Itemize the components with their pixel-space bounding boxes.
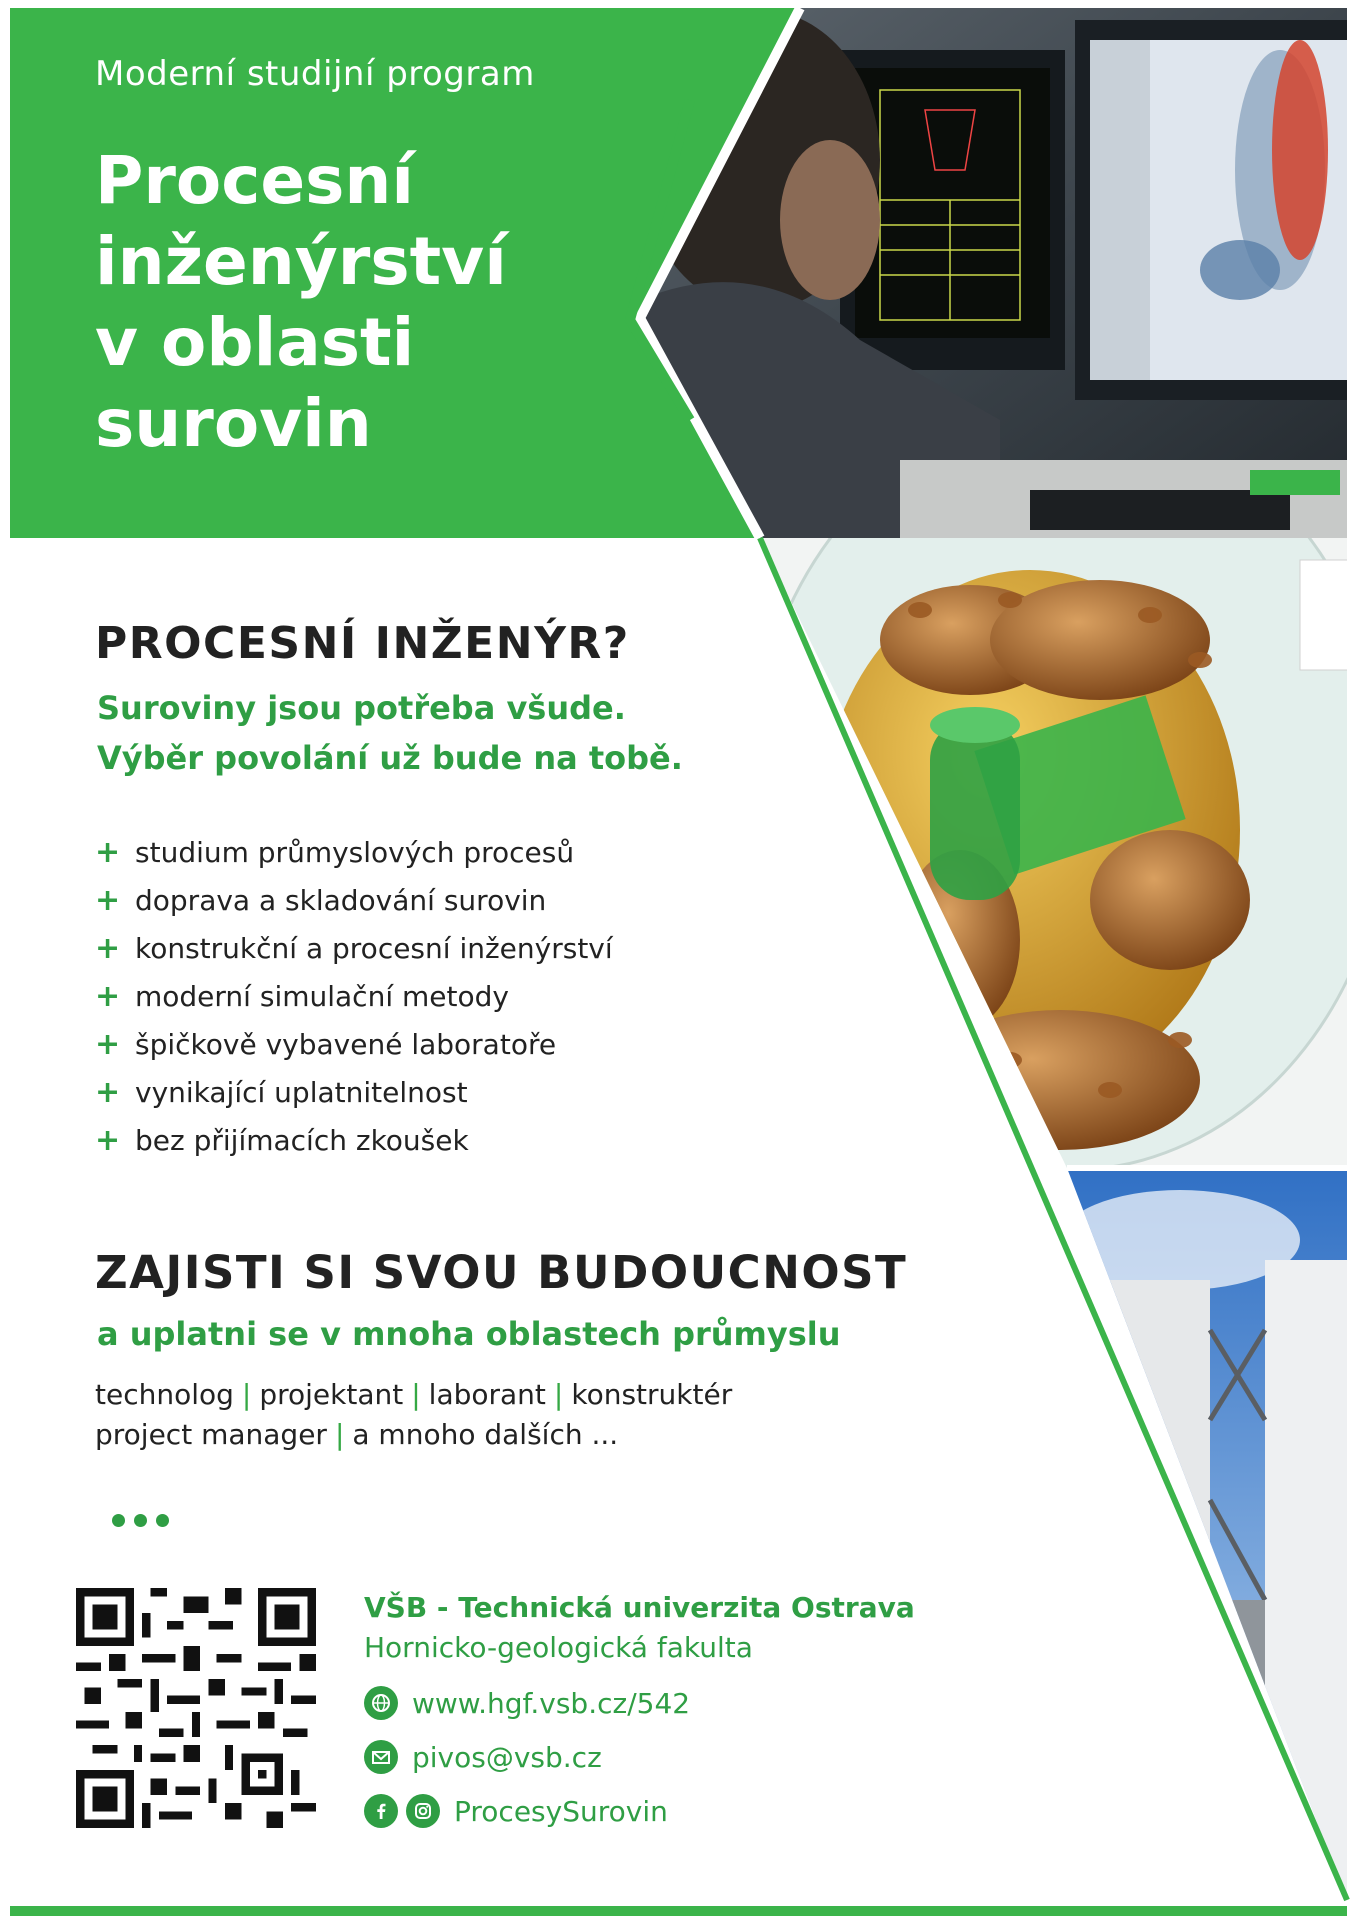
- role: project manager: [95, 1418, 327, 1451]
- separator: |: [241, 1378, 252, 1411]
- website-row[interactable]: [364, 1676, 915, 1730]
- feature-item: [95, 876, 613, 924]
- envelope-icon: [364, 1740, 398, 1774]
- role: laborant: [428, 1378, 546, 1411]
- page-title: [95, 140, 507, 464]
- feature-label: špičkově vybavené laboratoře: [135, 1027, 557, 1061]
- feature-label: bez přijímacích zkoušek: [135, 1123, 469, 1157]
- social-row[interactable]: [364, 1784, 915, 1838]
- separator: |: [334, 1418, 345, 1451]
- plus-icon: +: [95, 1074, 121, 1110]
- university-name: VŠB - Technická univerzita Ostrava: [364, 1591, 915, 1624]
- feature-item: [95, 828, 613, 876]
- globe-icon: [364, 1686, 398, 1720]
- feature-list: [95, 828, 613, 1164]
- feature-label: doprava a skladování surovin: [135, 883, 547, 917]
- feature-label: konstrukční a procesní inženýrství: [135, 931, 613, 965]
- role: technolog: [95, 1378, 234, 1411]
- qr-code[interactable]: [76, 1588, 316, 1828]
- title-line: Procesní: [95, 142, 415, 219]
- future-heading: ZAJISTI SI SVOU BUDOUCNOST: [95, 1246, 908, 1299]
- website-link[interactable]: www.hgf.vsb.cz/542: [412, 1686, 691, 1720]
- feature-item: [95, 972, 613, 1020]
- role: a mnoho dalších ...: [352, 1418, 619, 1451]
- feature-label: vynikající uplatnitelnost: [135, 1075, 468, 1109]
- plus-icon: +: [95, 1122, 121, 1158]
- contact-block: [364, 1588, 915, 1838]
- intro-subheading: [97, 683, 683, 783]
- plus-icon: +: [95, 1026, 121, 1062]
- plus-icon: +: [95, 930, 121, 966]
- feature-item: [95, 1068, 613, 1116]
- plus-icon: +: [95, 978, 121, 1014]
- email-link[interactable]: pivos@vsb.cz: [412, 1740, 602, 1774]
- subheading-line: Výběr povolání už bude na tobě.: [97, 739, 683, 777]
- roles-line: [95, 1415, 732, 1455]
- roles-line: [95, 1375, 732, 1415]
- facebook-icon[interactable]: [364, 1794, 398, 1828]
- bottom-bar: [10, 1906, 1347, 1916]
- subheading-line: Suroviny jsou potřeba všude.: [97, 689, 626, 727]
- feature-item: [95, 924, 613, 972]
- title-line: v oblasti: [95, 304, 415, 381]
- silo-photo: [1060, 1160, 1353, 1905]
- faculty-name: Hornicko-geologická fakulta: [364, 1631, 753, 1664]
- feature-item: [95, 1116, 613, 1164]
- separator: |: [553, 1378, 564, 1411]
- separator: |: [411, 1378, 421, 1411]
- feature-label: moderní simulační metody: [135, 979, 509, 1013]
- intro-heading: PROCESNÍ INŽENÝR?: [95, 618, 630, 669]
- program-overline: Moderní studijní program: [95, 54, 535, 94]
- title-line: surovin: [95, 385, 372, 462]
- email-row[interactable]: [364, 1730, 915, 1784]
- social-handle[interactable]: ProcesySurovin: [454, 1794, 668, 1828]
- role: konstruktér: [571, 1378, 733, 1411]
- role: projektant: [259, 1378, 404, 1411]
- feature-item: [95, 1020, 613, 1068]
- future-subheading: a uplatni se v mnoha oblastech průmyslu: [97, 1315, 841, 1353]
- feature-label: studium průmyslových procesů: [135, 835, 575, 869]
- ellipsis-dots: [112, 1514, 169, 1527]
- plus-icon: +: [95, 882, 121, 918]
- instagram-icon[interactable]: [406, 1794, 440, 1828]
- title-line: inženýrství: [95, 223, 507, 300]
- roles-text: [95, 1375, 732, 1455]
- plus-icon: +: [95, 834, 121, 870]
